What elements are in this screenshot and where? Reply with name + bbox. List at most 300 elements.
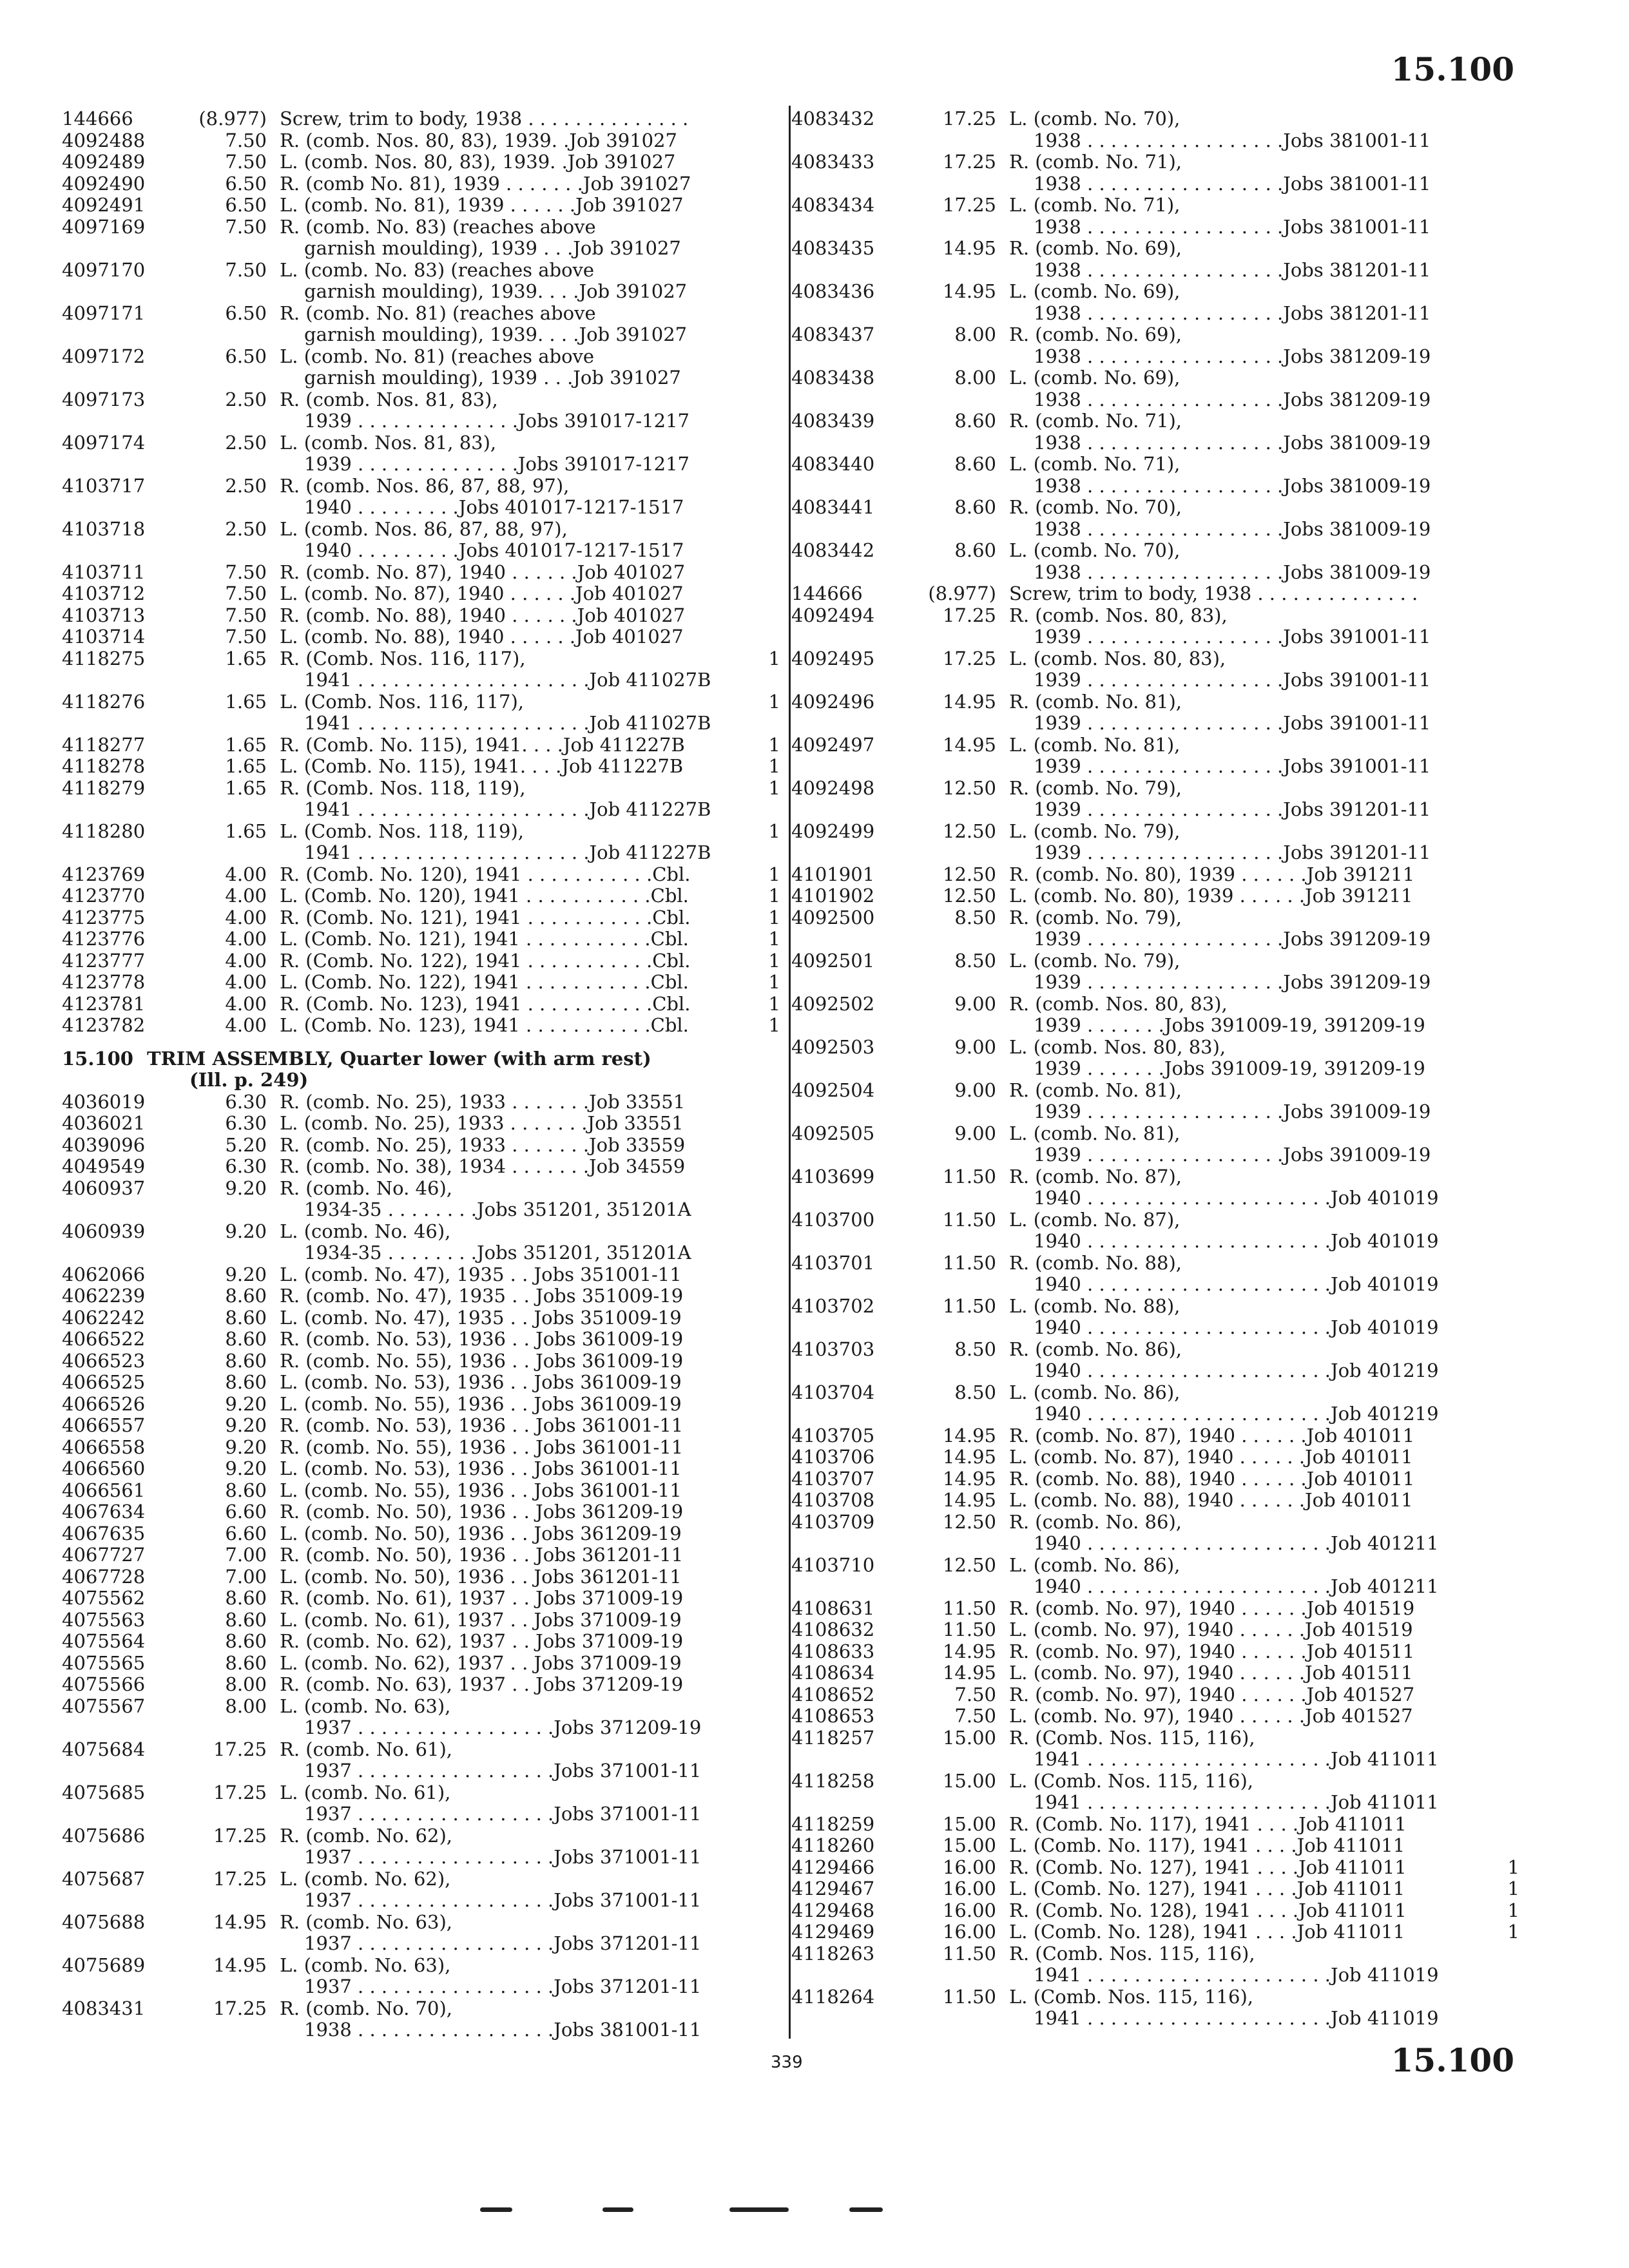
part-description: [280, 1998, 742, 2041]
part-description: [280, 476, 742, 519]
part-number: 4036019: [62, 1090, 146, 1113]
part-row: [791, 497, 1519, 540]
part-description-continuation: 1940 . . . . . . . . .Jobs 401017-1217-1517: [304, 539, 684, 561]
part-price: 7.50: [225, 604, 267, 626]
part-quantity: 1: [768, 647, 780, 669]
part-price: 11.50: [942, 1942, 996, 1965]
part-description: [1009, 1123, 1481, 1166]
part-price: 14.95: [942, 1424, 996, 1446]
part-price: 8.60: [225, 1608, 267, 1631]
part-row: [791, 864, 1519, 886]
part-price: 4.00: [225, 971, 267, 993]
part-number: 4066560: [62, 1457, 146, 1479]
part-description: [280, 756, 742, 778]
part-description: [1009, 691, 1481, 735]
page-section-number: 15.100: [1391, 50, 1514, 88]
part-description: [280, 864, 742, 886]
part-number: 4118275: [62, 647, 146, 669]
part-number: 4129469: [791, 1921, 875, 1943]
parts-list-right: [791, 108, 1519, 2030]
part-row: [791, 821, 1519, 864]
part-description: [1009, 1986, 1481, 2030]
part-row: [62, 1372, 780, 1394]
part-description: [280, 1523, 742, 1545]
part-row: [791, 994, 1519, 1037]
part-price: 7.50: [225, 129, 267, 151]
part-description-line: R. (comb. No. 63), 1937 . . Jobs 371209-19: [280, 1673, 684, 1695]
part-price: 17.25: [213, 1738, 267, 1760]
part-description: [1009, 1446, 1481, 1468]
part-row: [62, 1566, 780, 1588]
part-row: [62, 260, 780, 303]
part-description-line: R. (comb. No. 55), 1936 . . Jobs 361001-11: [280, 1436, 684, 1458]
part-description-continuation: 1939 . . . . . . . . . . . . . . . . .Jobs 391201-11: [1034, 798, 1431, 820]
part-quantity: 1: [768, 1014, 780, 1036]
part-row: [791, 1296, 1519, 1339]
part-price: 8.60: [954, 496, 996, 518]
part-description-line: L. (comb. No. 86),: [1009, 1381, 1181, 1403]
part-description: [280, 108, 742, 130]
part-quantity: 1: [768, 906, 780, 928]
part-row: [791, 1446, 1519, 1468]
part-description-line: L. (comb. No. 71),: [1009, 194, 1181, 216]
part-price: 6.50: [225, 194, 267, 216]
part-price: 4.00: [225, 949, 267, 972]
part-number: 4062242: [62, 1306, 146, 1329]
part-description-line: R. (Comb. No. 127), 1941 . . . .Job 411011: [1009, 1856, 1407, 1878]
part-description: [1009, 1339, 1481, 1382]
part-number: 4066558: [62, 1436, 146, 1458]
part-price: 16.00: [942, 1878, 996, 1899]
part-price: 8.60: [225, 1349, 267, 1372]
part-number: 4092496: [791, 690, 875, 713]
part-price: 6.50: [225, 302, 267, 324]
part-number: 4075562: [62, 1587, 146, 1609]
part-description-continuation: 1940 . . . . . . . . .Jobs 401017-1217-1517: [304, 496, 684, 518]
part-price: 7.50: [954, 1683, 996, 1706]
part-number: 4097170: [62, 258, 146, 281]
part-row: [62, 216, 780, 260]
part-row: [62, 1588, 780, 1610]
part-description-continuation: 1939 . . . . . . . . . . . . . . . . .Jobs 391009-19: [1034, 1100, 1431, 1122]
part-number: 4083441: [791, 496, 875, 518]
part-row: [62, 1480, 780, 1502]
part-description-line: L. (comb. No. 70),: [1009, 108, 1181, 130]
part-row: [62, 1264, 780, 1286]
part-description: [280, 151, 742, 173]
part-description: [280, 1912, 742, 1955]
part-row: [62, 994, 780, 1015]
part-quantity: 1: [768, 755, 780, 777]
part-number: 4123775: [62, 906, 146, 928]
scan-mark: [480, 2207, 512, 2212]
part-number: 4083438: [791, 367, 875, 389]
part-description: [1009, 1209, 1481, 1253]
part-number: 4118263: [791, 1942, 875, 1965]
part-description-line: L. (comb. No. 55), 1936 . . Jobs 361009-19: [280, 1392, 682, 1415]
part-description-continuation: 1940 . . . . . . . . . . . . . . . . . . . . .Job 401211: [1034, 1532, 1439, 1554]
part-description-continuation: 1939 . . . . . . .Jobs 391009-19, 391209-19: [1034, 1014, 1425, 1036]
part-number: 4060939: [62, 1220, 146, 1242]
part-description-continuation: 1940 . . . . . . . . . . . . . . . . . . . . .Job 401019: [1034, 1316, 1439, 1338]
part-description-continuation: 1940 . . . . . . . . . . . . . . . . . . . . .Job 401019: [1034, 1230, 1439, 1252]
part-row: [62, 583, 780, 605]
right-column: [791, 108, 1519, 2030]
part-row: [62, 1350, 780, 1372]
part-description: [1009, 454, 1481, 497]
part-description-line: L. (comb. No. 88), 1940 . . . . . .Job 401027: [280, 626, 684, 648]
part-description: [280, 260, 742, 303]
part-description-line: R. (comb. No. 61),: [280, 1738, 452, 1760]
part-number: 4097174: [62, 431, 146, 454]
part-description-continuation: garnish moulding), 1939 . . .Job 391027: [304, 367, 681, 389]
part-row: [791, 907, 1519, 950]
part-description-line: L. (Comb. No. 115), 1941. . . .Job 411227B: [280, 755, 684, 777]
part-price: 5.20: [225, 1133, 267, 1156]
part-description-line: L. (Comb. No. 117), 1941 . . . .Job 411011: [1009, 1834, 1405, 1856]
part-number: 4092499: [791, 820, 875, 842]
part-price: 8.60: [225, 1587, 267, 1609]
part-row: [791, 1986, 1519, 2030]
part-price: 6.60: [225, 1501, 267, 1523]
part-number: 4103704: [791, 1381, 875, 1403]
part-description: [1009, 108, 1481, 151]
part-row: [791, 151, 1519, 195]
part-description: [280, 1739, 742, 1782]
part-row: [62, 1825, 780, 1869]
part-description-line: L. (comb. No. 69),: [1009, 367, 1181, 389]
part-description-line: R. (comb. No. 88), 1940 . . . . . .Job 401011: [1009, 1467, 1415, 1490]
part-description-line: R. (comb. No. 62), 1937 . . Jobs 371009-19: [280, 1630, 684, 1652]
part-description-continuation: 1941 . . . . . . . . . . . . . . . . . . . .Job 411227B: [304, 798, 711, 820]
part-description-line: R. (comb. No. 97), 1940 . . . . . .Job 401519: [1009, 1597, 1415, 1619]
part-price: 8.00: [225, 1695, 267, 1717]
part-description-line: R. (comb. No. 55), 1936 . . Jobs 361009-19: [280, 1349, 684, 1372]
part-row: [791, 1641, 1519, 1663]
part-number: 4062239: [62, 1285, 146, 1307]
part-description: [1009, 1555, 1481, 1598]
part-description: [1009, 1382, 1481, 1425]
parts-list-upper: [62, 108, 780, 1037]
part-description: [1009, 1835, 1481, 1857]
part-description-line: L. (Comb. No. 127), 1941 . . . .Job 411011: [1009, 1878, 1405, 1899]
part-description: [1009, 1921, 1481, 1943]
part-description-continuation: 1938 . . . . . . . . . . . . . . . . .Jobs 381001-11: [1034, 129, 1431, 151]
part-row: [62, 885, 780, 907]
part-price: 2.50: [225, 388, 267, 410]
part-description-line: R. (comb. No. 86),: [1009, 1338, 1182, 1360]
part-number: 4123777: [62, 949, 146, 972]
part-row: [62, 173, 780, 195]
part-description-line: L. (comb. No. 53), 1936 . . Jobs 361001-11: [280, 1457, 682, 1479]
part-description-continuation: 1940 . . . . . . . . . . . . . . . . . . . . .Job 401211: [1034, 1575, 1439, 1597]
part-price: 12.50: [942, 820, 996, 842]
part-description-continuation: 1937 . . . . . . . . . . . . . . . . .Jobs 371001-11: [304, 1846, 702, 1868]
part-number: 4123770: [62, 885, 146, 907]
part-row: [791, 1468, 1519, 1490]
part-description: [280, 1631, 742, 1653]
part-quantity: 1: [768, 885, 780, 907]
part-description: [1009, 735, 1481, 778]
part-row: [62, 1415, 780, 1437]
part-description: [280, 1329, 742, 1350]
part-row: [791, 1555, 1519, 1598]
part-number: 4103710: [791, 1553, 875, 1576]
part-number: 4060937: [62, 1177, 146, 1199]
part-description: [280, 907, 742, 929]
part-price: 6.30: [225, 1090, 267, 1113]
part-description: [280, 130, 742, 152]
part-description: [280, 928, 742, 950]
part-description-line: L. (comb. No. 50), 1936 . . Jobs 361201-11: [280, 1565, 682, 1588]
part-description-line: R. (Comb. No. 128), 1941 . . . .Job 411011: [1009, 1899, 1407, 1921]
part-number: 4118277: [62, 733, 146, 756]
part-row: [62, 562, 780, 584]
part-description: [280, 1588, 742, 1610]
part-description: [280, 1674, 742, 1696]
part-price: 14.95: [942, 1467, 996, 1490]
part-quantity: 1: [768, 928, 780, 950]
part-description: [1009, 540, 1481, 583]
part-price: 14.95: [942, 1640, 996, 1662]
part-price: 17.25: [942, 647, 996, 669]
part-description-line: R. (comb. No. 87),: [1009, 1165, 1182, 1187]
part-price: 14.95: [942, 280, 996, 302]
part-price: 11.50: [942, 1619, 996, 1640]
part-description: [1009, 1037, 1481, 1080]
part-description: [280, 691, 742, 735]
part-description-line: R. (comb. No. 81),: [1009, 1079, 1182, 1101]
part-description-line: L. (comb. No. 87), 1940 . . . . . .Job 401011: [1009, 1446, 1413, 1468]
part-row: [791, 1835, 1519, 1857]
part-row: [62, 151, 780, 173]
part-description: [280, 1350, 742, 1372]
part-description-line: L. (comb. No. 53), 1936 . . Jobs 361009-19: [280, 1371, 682, 1393]
part-description-continuation: 1940 . . . . . . . . . . . . . . . . . . . . .Job 401019: [1034, 1273, 1439, 1295]
part-row: [62, 864, 780, 886]
part-description-line: R. (comb. No. 69),: [1009, 323, 1182, 345]
section-heading-illustration-ref: (Ill. p. 249): [189, 1069, 309, 1091]
part-row: [62, 972, 780, 994]
part-row: [62, 907, 780, 929]
part-price: 8.50: [954, 1381, 996, 1403]
part-description-continuation: garnish moulding), 1939 . . .Job 391027: [304, 237, 681, 259]
parts-list-lower: [62, 1091, 780, 2041]
part-number: 4123778: [62, 971, 146, 993]
part-price: 8.50: [954, 949, 996, 972]
part-price: 4.00: [225, 992, 267, 1015]
part-description: [1009, 1900, 1481, 1922]
part-number: 4075689: [62, 1954, 146, 1976]
part-price: 7.00: [225, 1565, 267, 1588]
part-price: 1.65: [225, 690, 267, 713]
part-number: 4083436: [791, 280, 875, 302]
part-row: [62, 735, 780, 756]
part-number: 4066522: [62, 1328, 146, 1350]
part-description: [1009, 367, 1481, 410]
part-price: 12.50: [942, 885, 996, 907]
part-price: 9.20: [225, 1220, 267, 1242]
part-description-line: L. (Comb. Nos. 116, 117),: [280, 690, 524, 713]
part-description: [280, 821, 742, 864]
part-description: [280, 173, 742, 195]
part-description-line: R. (comb. No. 87), 1940 . . . . . .Job 401011: [1009, 1424, 1415, 1446]
part-description: [1009, 1166, 1481, 1209]
section-heading-title: TRIM ASSEMBLY, Quarter lower (with arm rest): [147, 1047, 651, 1070]
part-description-continuation: 1939 . . . . . . . . . . . . . . . . .Jobs 391001-11: [1034, 669, 1431, 691]
part-description: [1009, 324, 1481, 367]
part-number: 4067634: [62, 1501, 146, 1523]
part-description-line: L. (comb. Nos. 80, 83),: [1009, 1035, 1226, 1058]
part-description: [1009, 281, 1481, 324]
part-row: [791, 324, 1519, 367]
section-heading: [62, 1048, 780, 1091]
part-price: 9.00: [954, 1035, 996, 1058]
part-price: 17.25: [942, 194, 996, 216]
part-number: 4108652: [791, 1683, 875, 1706]
part-price: 14.95: [942, 1489, 996, 1511]
part-price: 6.60: [225, 1522, 267, 1544]
part-description-continuation: 1941 . . . . . . . . . . . . . . . . . . . .Job 411027B: [304, 712, 711, 734]
part-description: [280, 1415, 742, 1437]
part-description-line: R. (comb. No. 81),: [1009, 690, 1182, 713]
part-description: [280, 972, 742, 994]
part-row: [62, 195, 780, 216]
part-price: 11.50: [942, 1165, 996, 1187]
section-heading-number: 15.100: [62, 1047, 133, 1070]
part-description: [280, 216, 742, 260]
part-description: [280, 1285, 742, 1307]
part-description-line: R. (comb No. 81), 1939 . . . . . . .Job 391027: [280, 172, 691, 195]
part-description-line: L. (comb. No. 87), 1940 . . . . . .Job 401027: [280, 582, 684, 604]
part-description-line: L. (comb. No. 79),: [1009, 820, 1181, 842]
part-description-line: R. (comb. No. 53), 1936 . . Jobs 361009-19: [280, 1328, 684, 1350]
part-row: [62, 1015, 780, 1037]
part-quantity: 1: [768, 949, 780, 972]
part-description-line: R. (Comb. Nos. 116, 117),: [280, 647, 526, 669]
part-price: 7.50: [225, 561, 267, 583]
part-row: [62, 1329, 780, 1350]
part-description-line: L. (comb. Nos. 80, 83), 1939. .Job 391027: [280, 151, 676, 173]
part-description: [280, 1610, 742, 1631]
part-description-continuation: 1940 . . . . . . . . . . . . . . . . . . . . .Job 401219: [1034, 1360, 1439, 1381]
part-description-line: R. (comb. No. 61), 1937 . . Jobs 371009-19: [280, 1587, 684, 1609]
part-price: 7.50: [954, 1705, 996, 1727]
part-description: [1009, 583, 1481, 605]
part-number: 4108632: [791, 1619, 875, 1640]
part-description: [280, 1015, 742, 1037]
part-price: 7.00: [225, 1544, 267, 1566]
part-description: [1009, 1684, 1481, 1706]
part-row: [791, 1857, 1519, 1879]
part-number: 4083437: [791, 323, 875, 345]
part-description: [280, 626, 742, 648]
part-description-line: L. (comb. No. 69),: [1009, 280, 1181, 302]
part-number: 4075686: [62, 1824, 146, 1847]
part-description: [280, 885, 742, 907]
part-price: 9.20: [225, 1414, 267, 1436]
part-description-line: L. (comb. No. 61), 1937 . . Jobs 371009-19: [280, 1608, 682, 1631]
part-row: [791, 1900, 1519, 1922]
part-description-line: L. (comb. No. 25), 1933 . . . . . . .Job 33551: [280, 1112, 684, 1134]
part-description-line: L. (comb. No. 79),: [1009, 949, 1181, 972]
part-number: 4103713: [62, 604, 146, 626]
part-number: 4075563: [62, 1608, 146, 1631]
part-price: 7.50: [225, 582, 267, 604]
part-price: 11.50: [942, 1208, 996, 1231]
part-number: 4083432: [791, 108, 875, 130]
page-number: 339: [771, 2053, 803, 2072]
part-price: 14.95: [213, 1954, 267, 1976]
part-description: [1009, 1468, 1481, 1490]
part-price: 8.60: [225, 1285, 267, 1307]
part-row: [62, 1739, 780, 1782]
part-description: [1009, 1878, 1481, 1900]
part-price: 17.25: [213, 1781, 267, 1803]
part-price: 12.50: [942, 863, 996, 885]
part-description-line: R. (comb. No. 25), 1933 . . . . . . .Job 33551: [280, 1090, 686, 1113]
part-price: 17.25: [213, 1997, 267, 2019]
part-description-line: L. (comb. No. 47), 1935 . . Jobs 351009-19: [280, 1306, 682, 1329]
part-number: 4062066: [62, 1263, 146, 1285]
part-row: [62, 756, 780, 778]
part-number: 4103712: [62, 582, 146, 604]
part-description-line: L. (comb. No. 87),: [1009, 1208, 1181, 1231]
part-row: [62, 1631, 780, 1653]
part-description-line: L. (comb. No. 81),: [1009, 733, 1181, 756]
part-description-line: R. (comb. No. 47), 1935 . . Jobs 351009-19: [280, 1285, 684, 1307]
part-price: 4.00: [225, 1014, 267, 1036]
part-row: [62, 1113, 780, 1135]
part-number: 4066557: [62, 1414, 146, 1436]
part-row: [791, 410, 1519, 454]
part-price: 8.60: [225, 1630, 267, 1652]
part-description-line: L. (Comb. No. 120), 1941 . . . . . . . . . . .Cbl.: [280, 885, 689, 907]
part-description-line: L. (comb. No. 46),: [280, 1220, 451, 1242]
part-description-line: L. (Comb. No. 123), 1941 . . . . . . . . . . .Cbl.: [280, 1014, 689, 1036]
part-description: [1009, 195, 1481, 238]
part-description-continuation: 1937 . . . . . . . . . . . . . . . . .Jobs 371001-11: [304, 1889, 702, 1911]
part-description: [280, 1544, 742, 1566]
part-row: [62, 519, 780, 562]
part-description-line: L. (Comb. No. 128), 1941 . . . .Job 411011: [1009, 1921, 1405, 1943]
part-description-line: R. (comb. No. 97), 1940 . . . . . .Job 401511: [1009, 1640, 1415, 1662]
part-number: 4083434: [791, 194, 875, 216]
part-description-line: R. (Comb. Nos. 115, 116),: [1009, 1942, 1255, 1965]
part-number: 4129466: [791, 1856, 875, 1878]
part-description-line: L. (comb. Nos. 80, 83),: [1009, 647, 1226, 669]
part-number: 4097173: [62, 388, 146, 410]
part-price: 9.20: [225, 1263, 267, 1285]
part-price: 14.95: [942, 1446, 996, 1468]
part-price: 4.00: [225, 863, 267, 885]
part-description: [280, 1091, 742, 1113]
part-number: 4103718: [62, 517, 146, 540]
part-number: 4092494: [791, 604, 875, 626]
part-description: [280, 1394, 742, 1416]
part-description: [280, 1782, 742, 1825]
part-number: 4097169: [62, 215, 146, 238]
part-row: [62, 108, 780, 130]
part-quantity: 1: [1507, 1921, 1519, 1943]
part-description-continuation: 1938 . . . . . . . . . . . . . . . . .Jobs 381009-19: [1034, 431, 1431, 454]
part-description: [280, 605, 742, 627]
part-description-continuation: 1939 . . . . . . . . . . . . . .Jobs 391017-1217: [304, 410, 689, 432]
part-row: [791, 1339, 1519, 1382]
part-description: [1009, 648, 1481, 691]
part-description-line: R. (comb. No. 50), 1936 . . Jobs 361201-11: [280, 1544, 684, 1566]
part-description: [280, 389, 742, 432]
